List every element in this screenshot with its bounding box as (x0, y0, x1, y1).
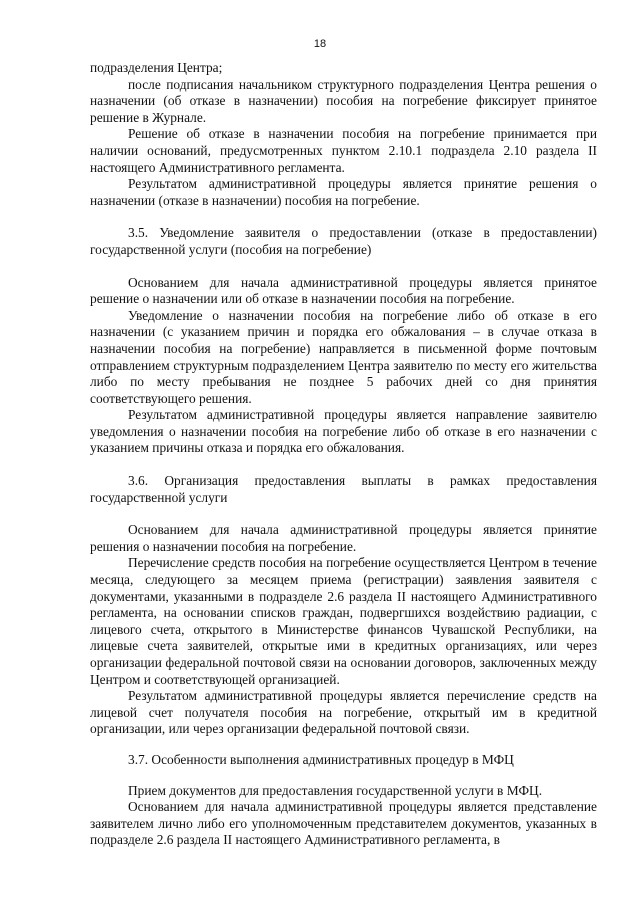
section-heading-3-5: 3.5. Уведомление заявителя о предоставлении (отказе в предоставлении) государственной услуги (пособия на погребение) (90, 225, 597, 257)
document-body (90, 60, 597, 849)
section-heading-3-6: 3.6. Организация предоставления выплаты в рамках предоставления государственной услуги (90, 473, 597, 505)
page-number: 18 (313, 38, 327, 50)
paragraph: Прием документов для предоставления государственной услуги в МФЦ. (128, 782, 543, 798)
paragraph: Основанием для начала административной процедуры является принятое решение о назначении или об отказе в назначении пособия на погребение. (90, 274, 597, 307)
paragraph: Решение об отказе в назначении пособия на погребение принимается при наличии оснований, предусмотренных пунктом 2.10.1 подраздела 2.10 раздела II настоящего Административного регламента. (90, 126, 597, 175)
paragraph: Результатом административной процедуры является направление заявителю уведомления о назначении пособия на погребение либо об отказе в его назначении с указанием причины отказа и порядка его обжалования. (90, 407, 597, 456)
paragraph: Уведомление о назначении пособия на погребение либо об отказе в его назначении (с указанием причин и порядка его обжалования – в случае отказа в назначении пособия на погребение) направляется в письменной форме почтовым отправлением структурным подразделением Центра заявителю по месту его жительства либо по месту пребывания не позднее 5 рабочих дней со дня принятия соответствующего решения. (90, 307, 597, 406)
paragraph: Перечисление средств пособия на погребение осуществляется Центром в течение месяца, следующего за месяцем приема (регистрации) заявления заявителя с документами, указанными в подразделе 2.6 раздела II настоящего Административного регламента, на основании списков граждан, подвергшихся воздействию радиации, с лицевого счета, открытого в Министерстве финансов Чувашской Республики, на лицевые счета заявителей, открытые ими в кредитных организациях, или через организации федеральной почтовой связи на основании договоров, заключенных между Центром и соответствующей организацией. (90, 555, 597, 687)
paragraph: Основанием для начала административной процедуры является представление заявителем лично либо его уполномоченным представителем документов, указанных в подразделе 2.6 раздела II настоящего Административного регламента, в (90, 799, 597, 848)
paragraph: Результатом административной процедуры является принятие решения о назначении (отказе в назначении) пособия на погребение. (90, 176, 597, 208)
paragraph: подразделения Центра; (90, 60, 223, 75)
section-heading-3-7: 3.7. Особенности выполнения административных процедур в МФЦ (128, 751, 514, 767)
paragraph: после подписания начальником структурного подразделения Центра решения о назначении (об отказе в назначении) пособия на погребение фиксирует принятое решение в Журнале. (90, 76, 597, 125)
paragraph: Результатом административной процедуры является перечисление средств на лицевой счет получателя пособия на погребение, открытый им в кредитной организации, или через организации федеральной почтовой связи. (90, 688, 597, 737)
paragraph: Основанием для начала административной процедуры является принятие решения о назначении пособия на погребение. (90, 522, 597, 554)
